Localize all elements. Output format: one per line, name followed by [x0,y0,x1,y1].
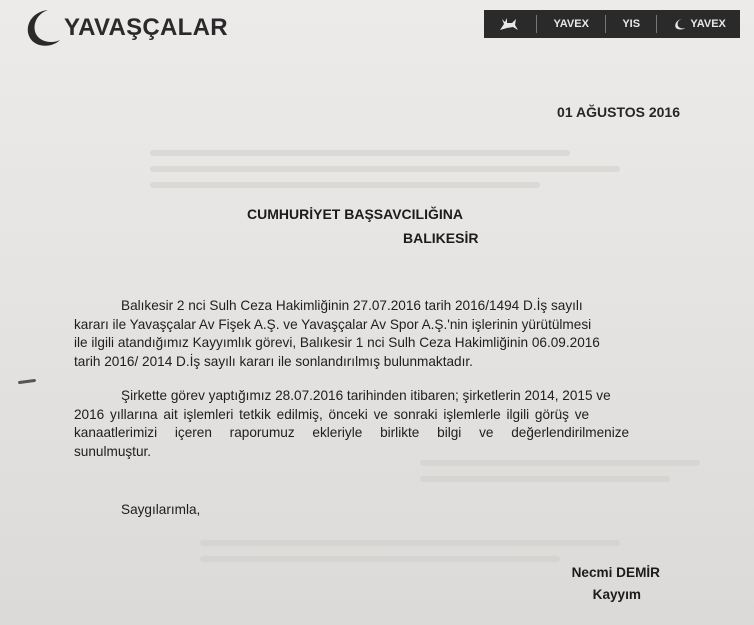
paragraph-line: sunulmuştur. [74,443,152,459]
bleed-line [200,556,560,562]
paragraph-line: ile ilgili atandığımız Kayyımlık görevi, Balıkesir 1 nci Sulh Ceza Hakimliğinin 06.09.2016 [74,335,600,350]
bleed-line [150,166,620,172]
crescent-logo-icon [18,6,66,50]
letter-date: 01 AĞUSTOS 2016 [557,104,680,120]
bleed-line [150,150,570,156]
paragraph-line: Şirkette görev yaptığımız 28.07.2016 tarihinden itibaren; şirketlerin 2014, 2015 ve [121,388,611,403]
mini-crescent-icon [673,18,687,30]
paragraph-1 [74,297,704,371]
paragraph-line: kararı ile Yavaşçalar Av Fişek A.Ş. ve Yavaşçalar Av Spor A.Ş.'nin işlerinin yürütülmesi [74,316,592,332]
company-logo [18,6,228,50]
addressee-line2: BALIKESİR [403,230,479,246]
signatory-name: Necmi DEMİR [571,565,660,580]
addressee-line1: CUMHURİYET BAŞSAVCILIĞINA [247,206,463,222]
closing-text: Saygılarımla, [121,502,201,517]
brand-strip [484,10,740,38]
brand-yavex-2: YAVEX [673,18,725,30]
brand-yavex: YAVEX [553,18,589,30]
paragraph-line: tarih 2016/ 2014 D.İş sayılı kararı ile sonlandırılmış bulunmaktadır. [74,353,473,369]
bleed-line [150,182,540,188]
signatory-title: Kayyım [592,587,641,602]
bleed-line [200,540,620,546]
paragraph-line: Balıkesir 2 nci Sulh Ceza Hakimliğinin 27.07.2016 tarih 2016/1494 D.İş sayılı [121,298,583,313]
deer-icon [498,16,520,32]
paragraph-2 [74,387,704,461]
paragraph-line: 2016 yıllarına ait işlemleri tetkik edilmiş, önceki ve sonraki işlemlerle ilgili görüş ve [74,406,590,422]
paragraph-line: kanaatlerimizi içeren raporumuz ekleriyle birlikte bilgi ve değerlendirilmenize [74,425,630,440]
bleed-line [420,476,670,482]
logo-text: YAVAŞÇALAR [64,14,228,41]
brand-yis: YIS [622,18,641,30]
pen-mark [18,379,36,384]
